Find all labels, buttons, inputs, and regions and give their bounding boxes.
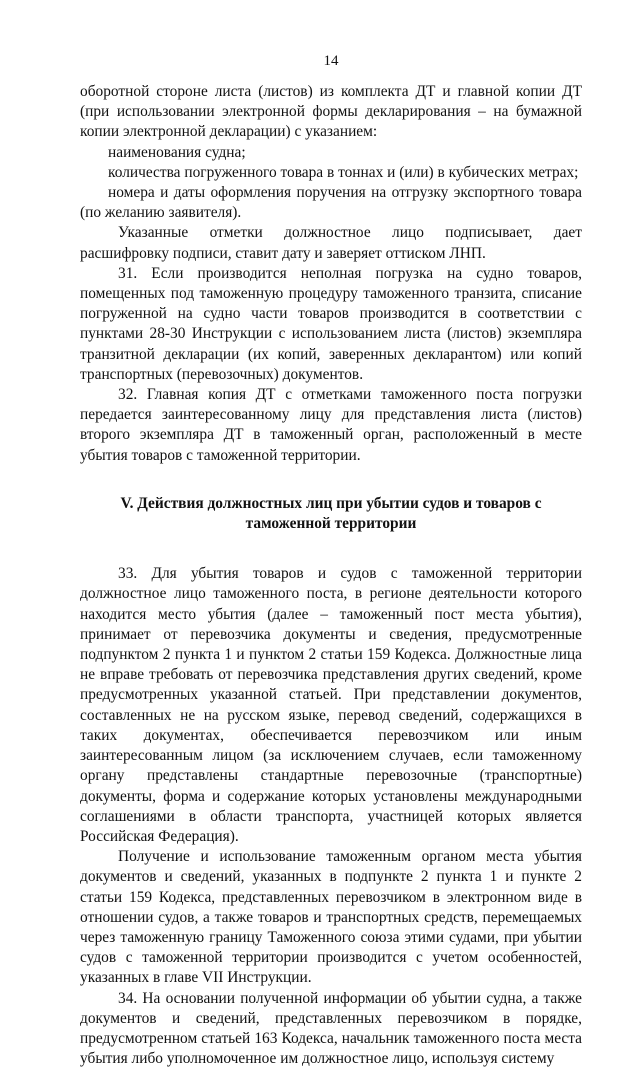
section-heading: V. Действия должностных лиц при убытии судов и товаров с таможенной территории xyxy=(120,494,542,533)
list-item-cargo-quantity: количества погруженного товара в тоннах и (или) в кубических метрах; xyxy=(108,163,579,181)
page-number: 14 xyxy=(323,53,339,69)
paragraph-continuation: оборотной стороне листа (листов) из комплекта ДТ и главной копии ДТ (при использовании электронной формы декларирования – на бумажной копии электронной декларации) с указанием: xyxy=(80,83,582,141)
paragraph-34: 34. На основании полученной информации об убытии судна, а также документов и сведений, представленных перевозчиком в порядке, предусмотренном статьей 163 Кодекса, начальник таможенного поста места убытия либо уполномоченное им должностное лицо, используя систему xyxy=(80,989,582,1068)
paragraph-31: 31. Если производится неполная погрузка на судно товаров, помещенных под таможенную процедуру таможенного транзита, списание погруженной на судно части товаров производится в соответствии с пунктами 28-30 Инструкции с использованием листа (листов) экземпляра транзитной декларации (их копий, заверенных декларантом) или копий транспортных (перевозочных) документов. xyxy=(80,264,582,383)
paragraph-signature: Указанные отметки должностное лицо подписывает, дает расшифровку подписи, ставит дату и заверяет оттиском ЛНП. xyxy=(80,224,582,262)
paragraph-electronic-documents: Получение и использование таможенным органом места убытия документов и сведений, указанных в подпункте 2 пункта 1 и пункте 2 статьи 159 Кодекса, представленных перевозчиком в электронном виде в отношении судов, а также товаров и транспортных средств, перемещаемых через таможенную границу Таможенного союза этими судами, при убытии судов с таможенной территории производится с учетом особенностей, указанных в главе VII Инструкции. xyxy=(80,848,582,987)
paragraph-33: 33. Для убытия товаров и судов с таможенной территории должностное лицо таможенного поста, в регионе деятельности которого находится место убытия (далее – таможенный пост места убытия), принимает от перевозчика документы и сведения, предусмотренные подпунктом 2 пункта 1 и пунктом 2 статьи 159 Кодекса. Должностные лица не вправе требовать от перевозчика представления других сведений, кроме предусмотренных указанной статьей. При представлении документов, составленных не на русском языке, перевод сведений, содержащихся в таких документах, обеспечивается перевозчиком или иным заинтересованным лицом (за исключением случаев, если таможенному органу представлены стандартные перевозочные (транспортные) документы, форма и содержание которых установлены международными соглашениями в области транспорта, участницей которых является Российская Федерация). xyxy=(80,565,582,845)
list-item-order-number: номера и даты оформления поручения на отгрузку экспортного товара (по желанию заявителя). xyxy=(80,184,582,222)
paragraph-32: 32. Главная копия ДТ с отметками таможенного поста погрузки передается заинтересованному лицу для представления листа (листов) второго экземпляра ДТ в таможенный орган, расположенный в месте убытия товаров с таможенной территории. xyxy=(80,386,582,464)
list-item-vessel-name: наименования судна; xyxy=(108,143,246,161)
